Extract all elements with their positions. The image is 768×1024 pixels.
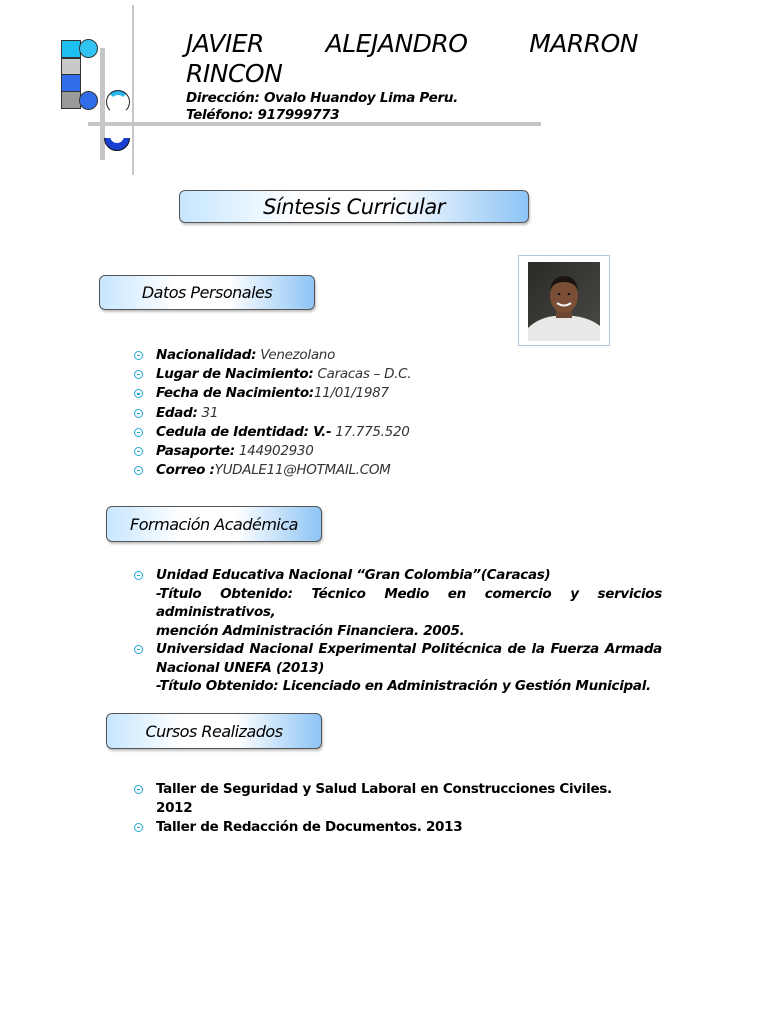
list-item: Fecha de Nacimiento:11/01/1987 <box>132 384 462 403</box>
list-item: Nacionalidad: Venezolano <box>132 346 462 365</box>
list-item: Taller de Seguridad y Salud Laboral en Construcciones Civiles. 2012 <box>132 780 632 818</box>
logo-arc <box>104 138 130 160</box>
logo-square <box>61 91 81 109</box>
list-item: Correo :YUDALE11@HOTMAIL.COM <box>132 461 462 480</box>
bullet-icon <box>134 428 143 437</box>
bullet-icon <box>134 351 143 360</box>
logo-arc <box>106 90 130 114</box>
list-item: Lugar de Nacimiento: Caracas – D.C. <box>132 365 462 384</box>
academic-list <box>132 566 662 696</box>
list-item: Edad: 31 <box>132 404 462 423</box>
personal-data-list <box>132 346 462 480</box>
section-heading-personal: Datos Personales <box>99 275 315 310</box>
bullet-icon <box>134 370 143 379</box>
list-item: Universidad Nacional Experimental Politécnica de la Fuerza Armada Nacional UNEFA (2013) -Título Obtenido: Licenciado en Administración y Gestión Municipal. <box>132 640 662 696</box>
profile-photo <box>518 255 610 346</box>
logo-line <box>132 5 134 175</box>
phone: Teléfono: 917999773 <box>186 107 340 123</box>
address: Dirección: Ovalo Huandoy Lima Peru. <box>186 90 459 106</box>
page-title: Síntesis Curricular <box>179 190 529 223</box>
bullet-icon <box>134 645 143 654</box>
logo-square <box>61 74 81 92</box>
list-item: Taller de Redacción de Documentos. 2013 <box>132 818 632 837</box>
bullet-icon <box>134 466 143 475</box>
bullet-icon <box>134 389 143 398</box>
portrait-image <box>528 262 600 341</box>
courses-list <box>132 780 632 837</box>
logo-square <box>61 40 81 58</box>
list-item: Unidad Educativa Nacional “Gran Colombia”(Caracas) -Título Obtenido: Técnico Medio en comercio y servicios administrativos, mención Administración Financiera. 2005. <box>132 566 662 640</box>
bullet-icon <box>134 447 143 456</box>
logo <box>0 0 160 180</box>
bullet-icon <box>134 823 143 832</box>
logo-circle <box>79 91 98 110</box>
section-heading-courses: Cursos Realizados <box>106 713 322 749</box>
bullet-icon <box>134 409 143 418</box>
bullet-icon <box>134 785 143 794</box>
applicant-name: JAVIER ALEJANDRO MARRON <box>186 29 638 58</box>
logo-circle <box>79 39 98 58</box>
section-heading-academic: Formación Académica <box>106 506 322 542</box>
bullet-icon <box>134 571 143 580</box>
list-item: Cedula de Identidad: V.- 17.775.520 <box>132 423 462 442</box>
list-item: Pasaporte: 144902930 <box>132 442 462 461</box>
applicant-name-line2: RINCON <box>186 59 283 88</box>
